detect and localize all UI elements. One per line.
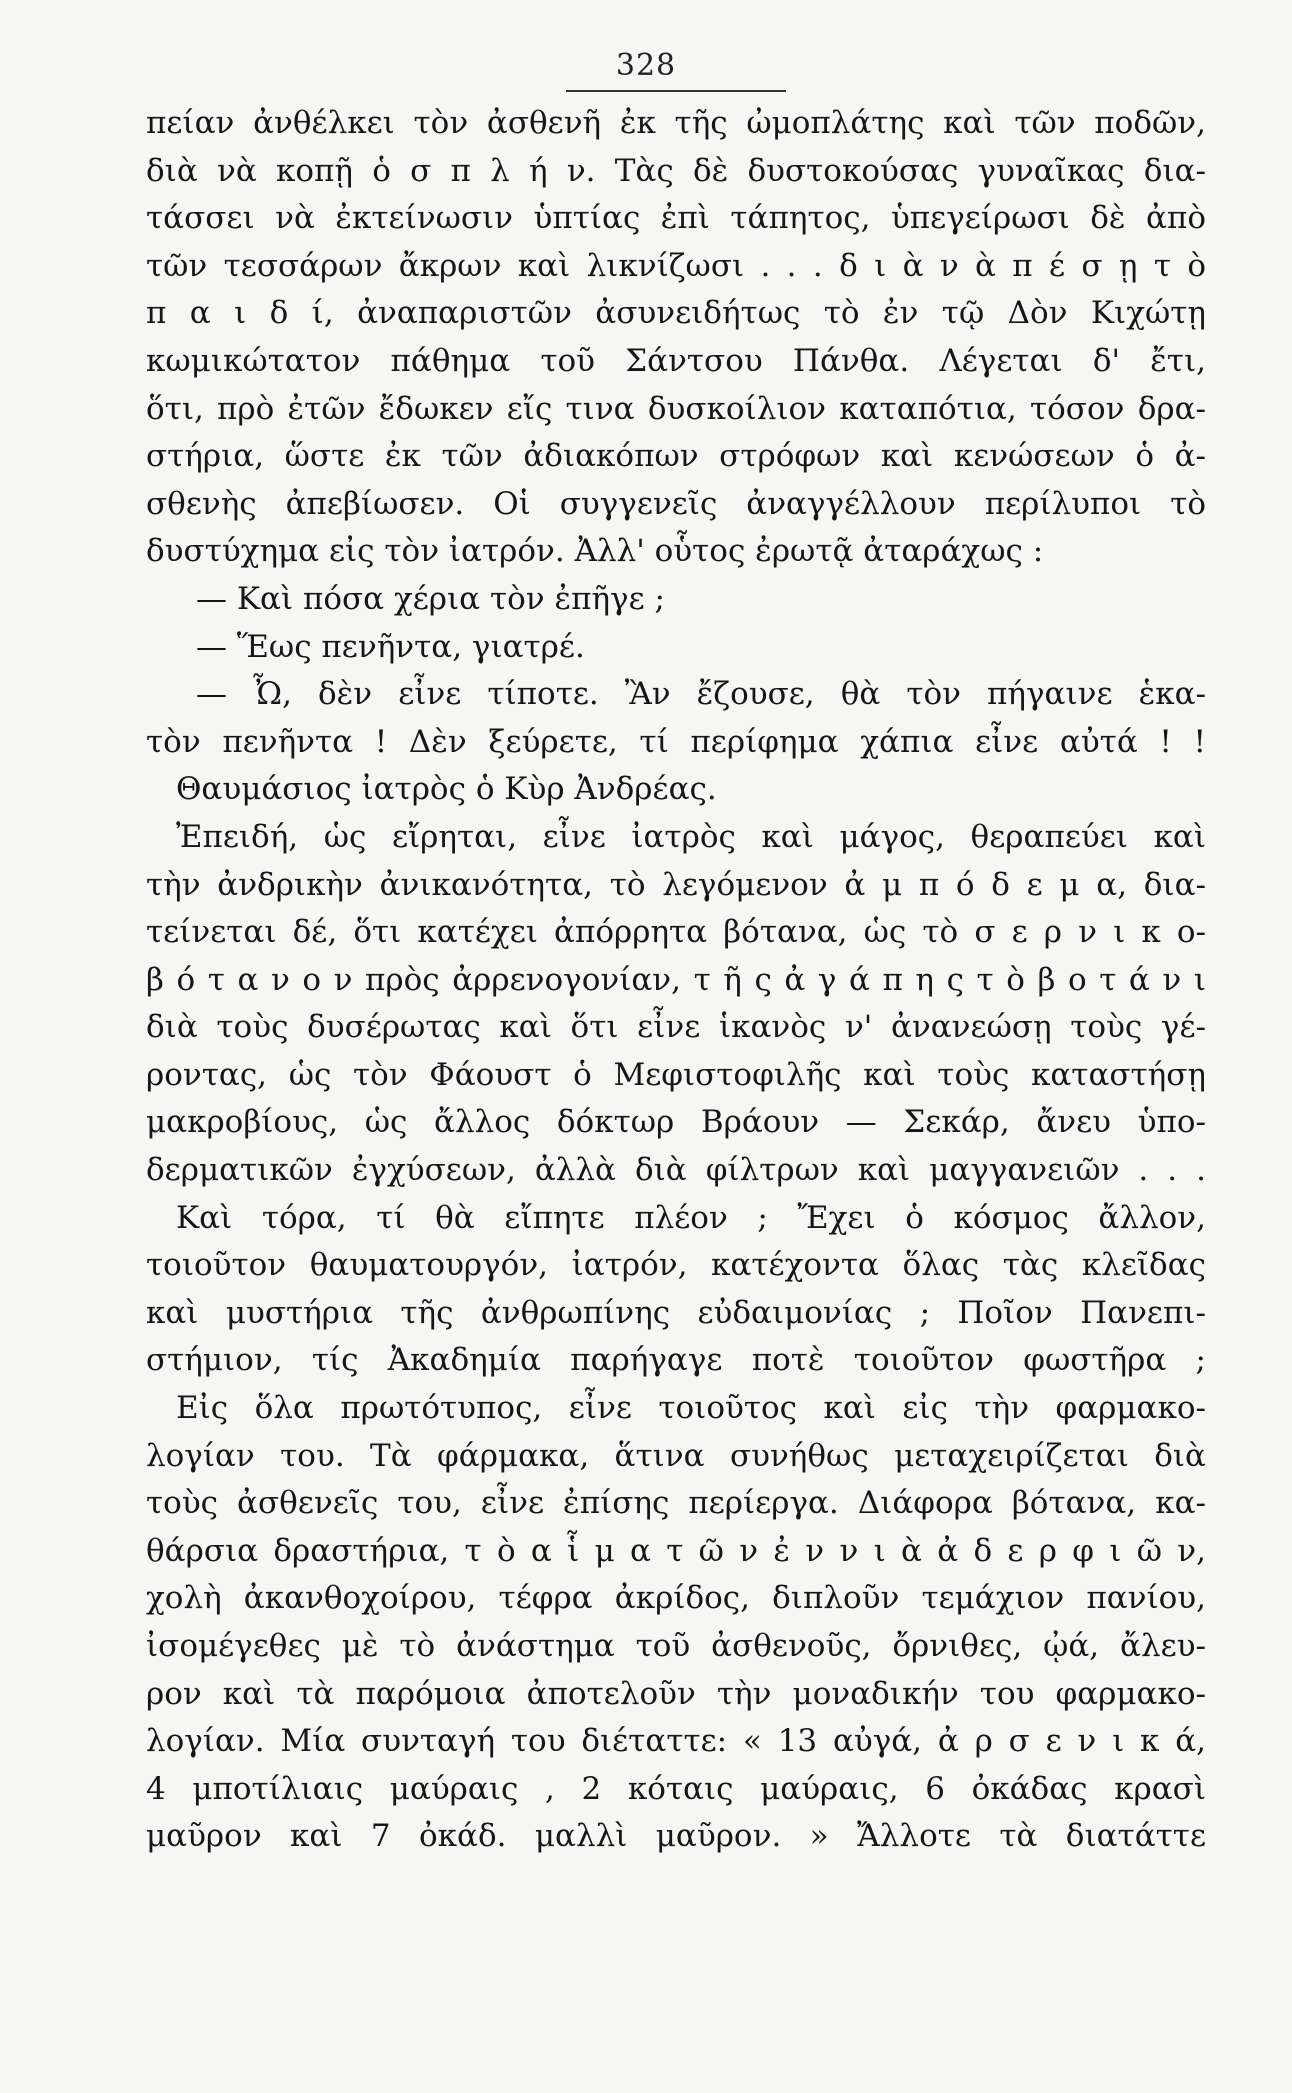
text-line: ροντας, ὡς τὸν Φάουστ ὁ Μεφιστοφιλῆς καὶ τοὺς καταστήσῃ: [146, 1056, 1206, 1093]
text-line: μακροβίους, ὡς ἄλλος δόκτωρ Βράουν — Σεκάρ, ἄνευ ὑπο-: [146, 1104, 1206, 1141]
text-line: μαῦρον καὶ 7 ὀκάδ. μαλλὶ μαῦρον. » Ἄλλοτε τὰ διατάττε: [146, 1818, 1206, 1855]
text-line: λογίαν του. Τὰ φάρμακα, ἅτινα συνήθως μεταχειρίζεται διὰ: [146, 1437, 1206, 1474]
text-line: πείαν ἀνθέλκει τὸν ἀσθενῆ ἐκ τῆς ὠμοπλάτης καὶ τῶν ποδῶν,: [146, 105, 1206, 141]
dialogue-line: — Καὶ πόσα χέρια τὸν ἐπῆγε ;: [196, 580, 665, 617]
text-line: λογίαν. Μία συνταγή του διέταττε: « 13 αὐγά, ἀ ρ σ ε ν ι κ ά,: [146, 1723, 1206, 1760]
text-line: στήρια, ὥστε ἐκ τῶν ἀδιακόπων στρόφων καὶ κενώσεων ὁ ἀ-: [146, 438, 1206, 475]
text-line: τὸν πενῆντα ! Δὲν ξεύρετε, τί περίφημα χάπια εἶνε αὐτά ! !: [146, 723, 1206, 760]
text-line: θάρσια δραστήρια, τ ὸ α ἷ μ α τ ῶ ν ἐ ν ν ι ὰ ἀ δ ε ρ φ ι ῶ ν,: [146, 1532, 1206, 1569]
text-line: Καὶ τόρα, τί θὰ εἴπητε πλέον ; Ἔχει ὁ κόσμος ἄλλον,: [176, 1199, 1206, 1236]
text-line: δυστύχημα εἰς τὸν ἰατρόν. Ἀλλ' οὗτος ἐρωτᾷ ἀταράχως :: [146, 533, 1044, 570]
text-line: τῶν τεσσάρων ἄκρων καὶ λικνίζωσι . . . δ ι ὰ ν ὰ π έ σ ῃ τ ὸ: [146, 247, 1206, 284]
page-number: 328: [615, 48, 677, 83]
text-line: δερματικῶν ἐγχύσεων, ἀλλὰ διὰ φίλτρων καὶ μαγγανειῶν . . .: [146, 1152, 1206, 1189]
text-line: ὅτι, πρὸ ἐτῶν ἔδωκεν εἴς τινα δυσκοίλιον καταπότια, τόσον δρα-: [146, 390, 1206, 427]
text-line: ἰσομέγεθες μὲ τὸ ἀνάστημα τοῦ ἀσθενοῦς, ὄρνιθες, ᾠά, ἄλευ-: [146, 1628, 1206, 1664]
text-line: στήμιον, τίς Ἀκαδημία παρήγαγε ποτὲ τοιοῦτον φωστῆρα ;: [146, 1342, 1206, 1379]
text-line: ρον καὶ τὰ παρόμοια ἀποτελοῦν τὴν μοναδικήν του φαρμακο-: [146, 1675, 1206, 1712]
text-line: διὰ τοὺς δυσέρωτας καὶ ὅτι εἶνε ἱκανὸς ν' ἀνανεώσῃ τοὺς γέ-: [146, 1009, 1206, 1046]
text-line: π α ι δ ί, ἀναπαριστῶν ἀσυνειδήτως τὸ ἐν τῷ Δὸν Κιχώτῃ: [146, 295, 1206, 332]
text-line: β ό τ α ν ο ν πρὸς ἀρρενογονίαν, τ ῆ ς ἀ γ ά π η ς τ ὸ β ο τ ά ν ι: [146, 961, 1206, 998]
body-text: [146, 100, 1206, 1861]
text-line: χολὴ ἀκανθοχοίρου, τέφρα ἀκρίδος, διπλοῦν τεμάχιον πανίου,: [146, 1580, 1206, 1617]
text-line: διὰ νὰ κοπῇ ὁ σ π λ ή ν. Τὰς δὲ δυστοκούσας γυναῖκας δια-: [146, 152, 1206, 189]
text-line: Ἐπειδή, ὡς εἴρηται, εἶνε ἰατρὸς καὶ μάγος, θεραπεύει καὶ: [176, 818, 1206, 855]
text-line: τοὺς ἀσθενεῖς του, εἶνε ἐπίσης περίεργα. Διάφορα βότανα, κα-: [146, 1485, 1206, 1522]
text-line: τείνεται δέ, ὅτι κατέχει ἀπόρρητα βότανα, ὡς τὸ σ ε ρ ν ι κ ο-: [146, 914, 1206, 951]
text-line: κωμικώτατον πάθημα τοῦ Σάντσου Πάνθα. Λέγεται δ' ἔτι,: [146, 342, 1206, 379]
text-line: σθενὴς ἀπεβίωσεν. Οἱ συγγενεῖς ἀναγγέλλουν περίλυποι τὸ: [146, 485, 1206, 522]
text-line: καὶ μυστήρια τῆς ἀνθρωπίνης εὐδαιμονίας ; Ποῖον Πανεπι-: [146, 1294, 1206, 1331]
text-line: τοιοῦτον θαυματουργόν, ἰατρόν, κατέχοντα ὅλας τὰς κλεῖδας: [146, 1247, 1206, 1284]
dialogue-line: — Ὦ, δὲν εἶνε τίποτε. Ἂν ἔζουσε, θὰ τὸν πήγαινε ἑκα-: [196, 676, 1206, 713]
text-line: τάσσει νὰ ἐκτείνωσιν ὑπτίας ἐπὶ τάπητος, ὑπεγείρωσι δὲ ἀπὸ: [146, 200, 1206, 237]
page-number-rule: [566, 90, 786, 92]
dialogue-line: — Ἕως πενῆντα, γιατρέ.: [196, 628, 585, 665]
text-line: Εἰς ὅλα πρωτότυπος, εἶνε τοιοῦτος καὶ εἰς τὴν φαρμακο-: [176, 1390, 1206, 1427]
text-line: τὴν ἀνδρικὴν ἀνικανότητα, τὸ λεγόμενον ἀ μ π ό δ ε μ α, δια-: [146, 866, 1206, 903]
text-line: 4 μποτίλιαις μαύραις , 2 κόταις μαύραις, 6 ὀκάδας κρασὶ: [146, 1770, 1206, 1807]
text-line: Θαυμάσιος ἰατρὸς ὁ Κὺρ Ἀνδρέας.: [176, 771, 717, 808]
